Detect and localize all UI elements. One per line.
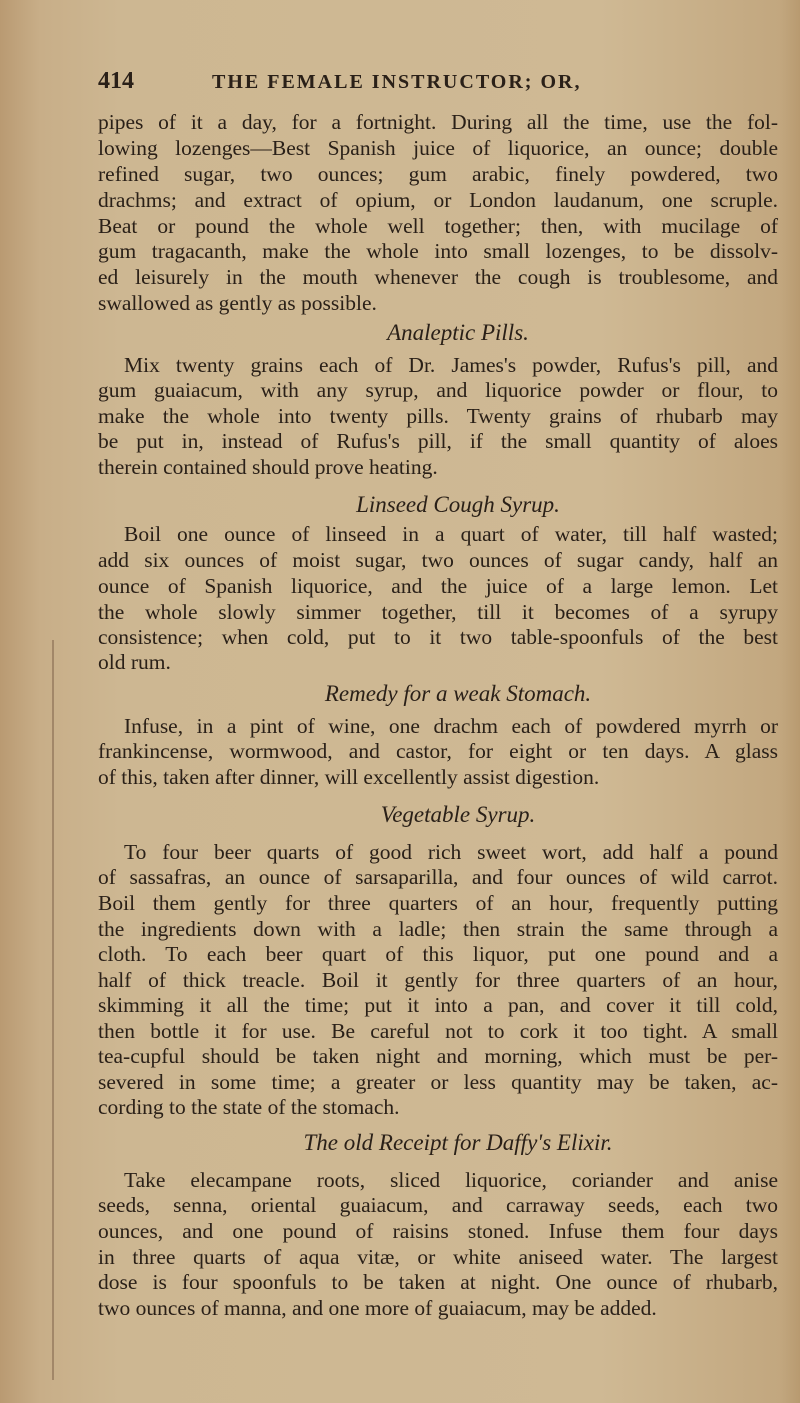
text-line: half of thick treacle. Boil it gently for three quarters of an hour, (98, 968, 778, 992)
text-line: cloth. To each beer quart of this liquor, put one pound and a (98, 942, 778, 966)
text-line: skimming it all the time; put it into a pan, and cover it till cold, (98, 993, 778, 1017)
text-line: the ingredients down with a ladle; then strain the same through a (98, 917, 778, 941)
text-line: tea-cupful should be taken night and morning, which must be per- (98, 1044, 778, 1068)
text-line: cording to the state of the stomach. (98, 1095, 400, 1119)
text-line: consistence; when cold, put to it two table-spoonfuls of the best (98, 625, 778, 649)
text-line: add six ounces of moist sugar, two ounces of sugar candy, half an (98, 548, 778, 572)
text-line: seeds, senna, oriental guaiacum, and carraway seeds, each two (98, 1193, 778, 1217)
running-title: THE FEMALE INSTRUCTOR; OR, (212, 71, 582, 93)
text-line: refined sugar, two ounces; gum arabic, finely powdered, two (98, 162, 778, 186)
text-line: Mix twenty grains each of Dr. James's powder, Rufus's pill, and (124, 353, 778, 377)
text-line: in three quarts of aqua vitæ, or white aniseed water. The largest (98, 1245, 778, 1269)
text-line: lowing lozenges—Best Spanish juice of liquorice, an ounce; double (98, 136, 778, 160)
text-line: severed in some time; a greater or less quantity may be taken, ac- (98, 1070, 778, 1094)
text-line: gum tragacanth, make the whole into small lozenges, to be dissolv- (98, 239, 778, 263)
section-heading: The old Receipt for Daffy's Elixir. (303, 1130, 613, 1155)
text-line: of this, taken after dinner, will excellently assist digestion. (98, 765, 600, 789)
text-line: gum guaiacum, with any syrup, and liquorice powder or flour, to (98, 378, 778, 402)
text-line: pipes of it a day, for a fortnight. During all the time, use the fol- (98, 110, 778, 134)
text-line: be put in, instead of Rufus's pill, if the small quantity of aloes (98, 429, 778, 453)
text-line: To four beer quarts of good rich sweet wort, add half a pound (124, 840, 778, 864)
text-line: ed leisurely in the mouth whenever the cough is troublesome, and (98, 265, 778, 289)
text-line: Take elecampane roots, sliced liquorice, coriander and anise (124, 1168, 778, 1192)
text-line: Beat or pound the whole well together; then, with mucilage of (98, 214, 778, 238)
text-line: drachms; and extract of opium, or London laudanum, one scruple. (98, 188, 778, 212)
text-line: of sassafras, an ounce of sarsaparilla, and four ounces of wild carrot. (98, 865, 778, 889)
text-line: ounce of Spanish liquorice, and the juice of a large lemon. Let (98, 574, 778, 598)
text-line: ounces, and one pound of raisins stoned. Infuse them four days (98, 1219, 778, 1243)
text-line: then bottle it for use. Be careful not to cork it too tight. A small (98, 1019, 778, 1043)
running-header (98, 68, 778, 98)
text-line: swallowed as gently as possible. (98, 291, 377, 315)
section-heading: Analeptic Pills. (387, 320, 529, 345)
text-line: therein contained should prove heating. (98, 455, 438, 479)
section-heading: Remedy for a weak Stomach. (324, 681, 592, 706)
text-line: Boil one ounce of linseed in a quart of water, till half wasted; (124, 522, 778, 546)
page-edge-line (52, 640, 54, 1380)
text-line: Infuse, in a pint of wine, one drachm each of powdered myrrh or (124, 714, 778, 738)
text-line: Boil them gently for three quarters of an hour, frequently putting (98, 891, 778, 915)
section-heading: Linseed Cough Syrup. (356, 492, 560, 517)
text-line: frankincense, wormwood, and castor, for eight or ten days. A glass (98, 739, 778, 763)
text-line: make the whole into twenty pills. Twenty grains of rhubarb may (98, 404, 778, 428)
text-line: the whole slowly simmer together, till it becomes of a syrupy (98, 600, 778, 624)
text-line: two ounces of manna, and one more of guaiacum, may be added. (98, 1296, 657, 1320)
text-line: old rum. (98, 650, 171, 674)
page-number: 414 (98, 68, 134, 94)
text-line: dose is four spoonfuls to be taken at night. One ounce of rhubarb, (98, 1270, 778, 1294)
section-heading: Vegetable Syrup. (380, 802, 536, 827)
